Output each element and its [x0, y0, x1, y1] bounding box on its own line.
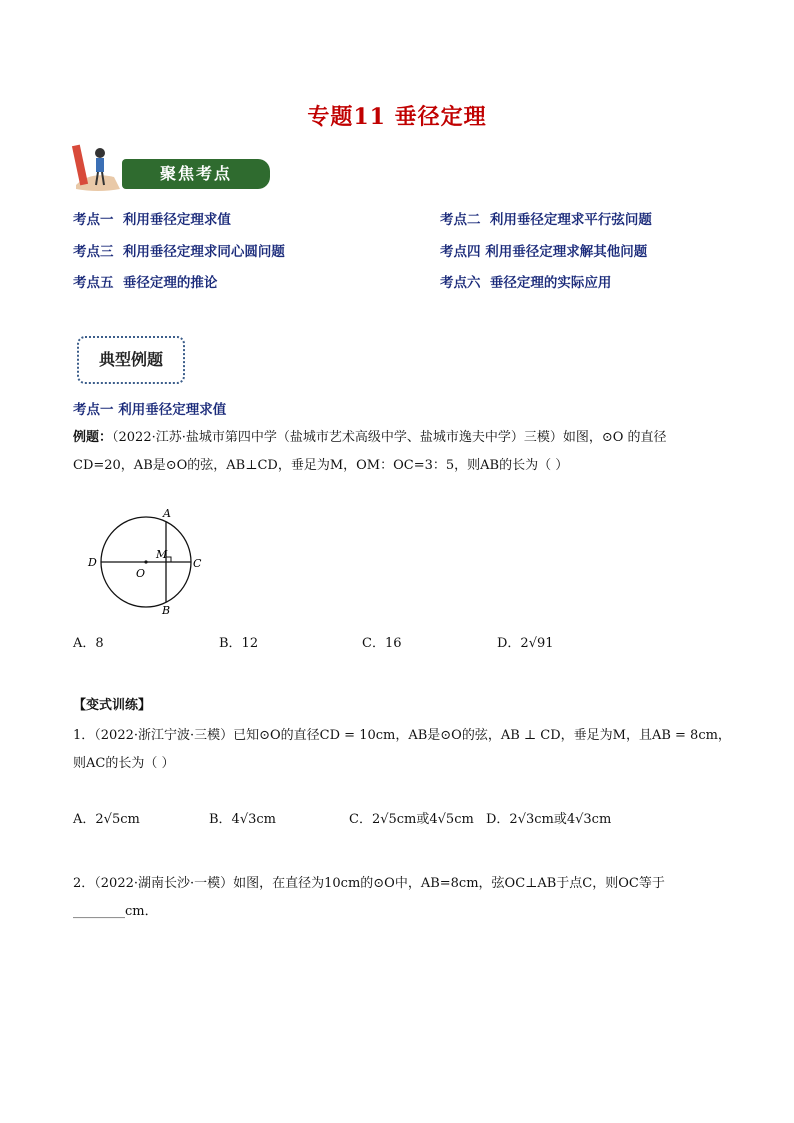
q1-option-a: A．2√5cm	[73, 812, 140, 827]
option-b: B．12	[219, 636, 259, 651]
question-2: 2．（2022·湖南长沙·一模）如图，在直径为10cm的⊙O中，AB=8cm，弦OC⊥AB于点C，则OC等于 ________cm．	[73, 876, 665, 919]
variant-heading: 【变式训练】	[73, 698, 152, 713]
kaodian-item-2: 考点二 利用垂径定理求平行弦问题	[440, 212, 652, 228]
label-d: D	[88, 556, 97, 569]
focus-banner	[70, 141, 232, 193]
page-title: 专题11 垂径定理	[307, 104, 487, 130]
label-a: A	[163, 507, 171, 520]
label-m: M	[156, 548, 168, 561]
label-b: B	[162, 604, 171, 617]
kaodian-item-4: 考点四 利用垂径定理求解其他问题	[440, 244, 648, 260]
typical-example-box: 典型例题	[77, 336, 185, 384]
circle-figure	[82, 500, 212, 620]
q1-option-c: C．2√5cm或4√5cm	[349, 812, 474, 827]
section-heading: 考点一 利用垂径定理求值	[73, 402, 227, 418]
option-a: A．8	[73, 636, 104, 651]
kaodian-item-1: 考点一 利用垂径定理求值	[73, 212, 231, 228]
student-icon	[70, 141, 130, 195]
kaodian-item-5: 考点五 垂径定理的推论	[73, 275, 218, 291]
example-text: 例题：（2022·江苏·盐城市第四中学（盐城市艺术高级中学、盐城市逸夫中学）三模）如图，⊙O 的直径 CD=20，AB是⊙O的弦，AB⊥CD，垂足为M，OM：OC=3：5，则AB的长为（ ）	[73, 430, 667, 473]
option-c: C．16	[362, 636, 402, 651]
option-d: D．2√91	[497, 636, 554, 651]
q1-option-b: B．4√3cm	[209, 812, 276, 827]
kaodian-item-3: 考点三 利用垂径定理求同心圆问题	[73, 244, 285, 260]
label-c: C	[193, 557, 202, 570]
q1-option-d: D．2√3cm或4√3cm	[486, 812, 612, 827]
banner-label: 聚焦考点	[122, 159, 270, 189]
label-o: O	[136, 567, 146, 580]
kaodian-item-6: 考点六 垂径定理的实际应用	[440, 275, 612, 291]
question-1: 1．（2022·浙江宁波·三模）已知⊙O的直径CD = 10cm，AB是⊙O的弦，AB ⊥ CD，垂足为M，且AB = 8cm， 则AC的长为（ ）	[73, 728, 731, 771]
